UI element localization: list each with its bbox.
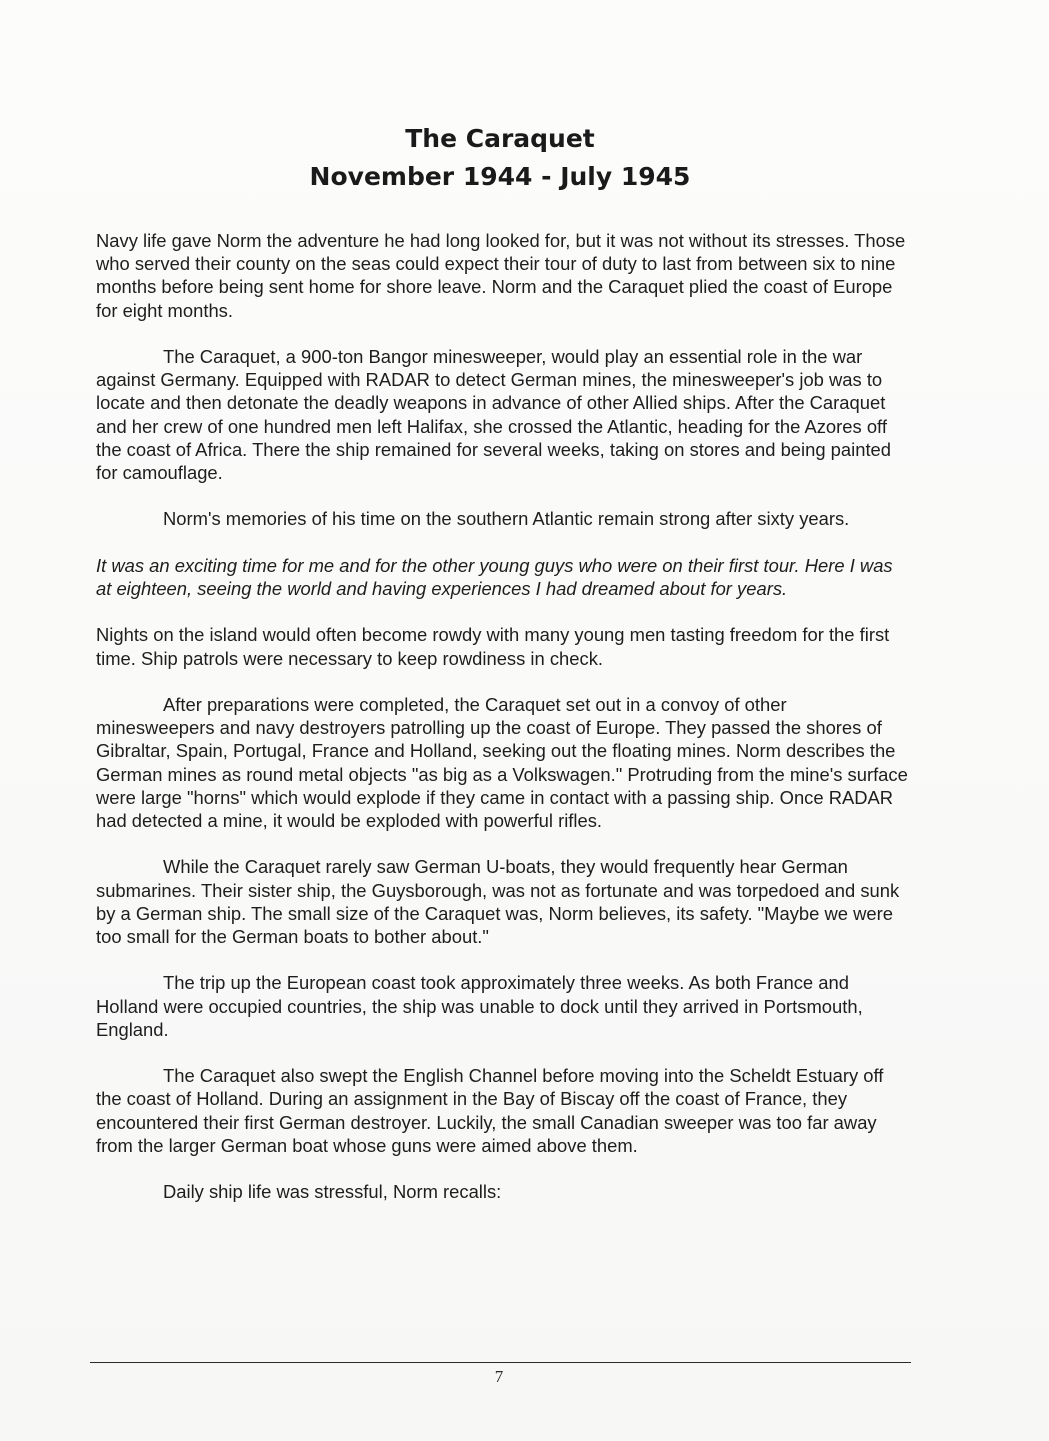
- paragraph-u-boats: While the Caraquet rarely saw German U-boats, they would frequently hear German submarines. Their sister ship, the Guysborough, was not as fortunate and was torpedoed and sunk by a German ship. The small size of the Caraquet was, Norm believes, its safety. "Maybe we were too small for the German boats to bother about.": [96, 856, 900, 947]
- body-text: [96, 229, 908, 1227]
- paragraph-intro: Navy life gave Norm the adventure he had long looked for, but it was not without its stresses. Those who served their county on the seas could expect their tour of duty to last from between six to nine months before being sent home for shore leave. Norm and the Caraquet plied the coast of Europe for eight months.: [96, 230, 906, 321]
- title-block: [0, 120, 1000, 196]
- quote-exciting-time: It was an exciting time for me and for the other young guys who were on their first tour. Here I was at eighteen, seeing the world and having experiences I had dreamed about for years.: [96, 554, 893, 599]
- page-number: 7: [494, 1367, 504, 1386]
- chapter-title: The Caraquet: [405, 124, 595, 153]
- paragraph-convoy: After preparations were completed, the Caraquet set out in a convoy of other minesweepers and navy destroyers patrolling up the coast of Europe. They passed the shores of Gibraltar, Spain, Portugal, France and Holland, seeking out the floating mines. Norm describes the German mines as round metal objects "as big as a Volkswagen." Protruding from the mine's surface were large "horns" which would explode if they came in contact with a passing ship. Once RADAR had detected a mine, it would be exploded with powerful rifles.: [96, 693, 908, 831]
- paragraph-channel: The Caraquet also swept the English Channel before moving into the Scheldt Estuary off the coast of Holland. During an assignment in the Bay of Biscay off the coast of France, they encountered their first German destroyer. Luckily, the small Canadian sweeper was too far away from the larger German boat whose guns were aimed above them.: [96, 1065, 884, 1156]
- footer-divider: [90, 1362, 911, 1363]
- paragraph-memories: Norm's memories of his time on the southern Atlantic remain strong after sixty years.: [163, 508, 850, 530]
- paragraph-trip: The trip up the European coast took approximately three weeks. As both France and Holland were occupied countries, the ship was unable to dock until they arrived in Portsmouth, England.: [96, 972, 863, 1040]
- chapter-dates: November 1944 - July 1945: [309, 162, 691, 191]
- paragraph-nights: Nights on the island would often become rowdy with many young men tasting freedom for the first time. Ship patrols were necessary to keep rowdiness in check.: [96, 624, 890, 669]
- paragraph-minesweeper: The Caraquet, a 900-ton Bangor minesweeper, would play an essential role in the war against Germany. Equipped with RADAR to detect German mines, the minesweeper's job was to locate and then detonate the deadly weapons in advance of other Allied ships. After the Caraquet and her crew of one hundred men left Halifax, she crossed the Atlantic, heading for the Azores off the coast of Africa. There the ship remained for several weeks, taking on stores and being painted for camouflage.: [96, 346, 892, 484]
- paragraph-daily-life: Daily ship life was stressful, Norm recalls:: [163, 1181, 502, 1203]
